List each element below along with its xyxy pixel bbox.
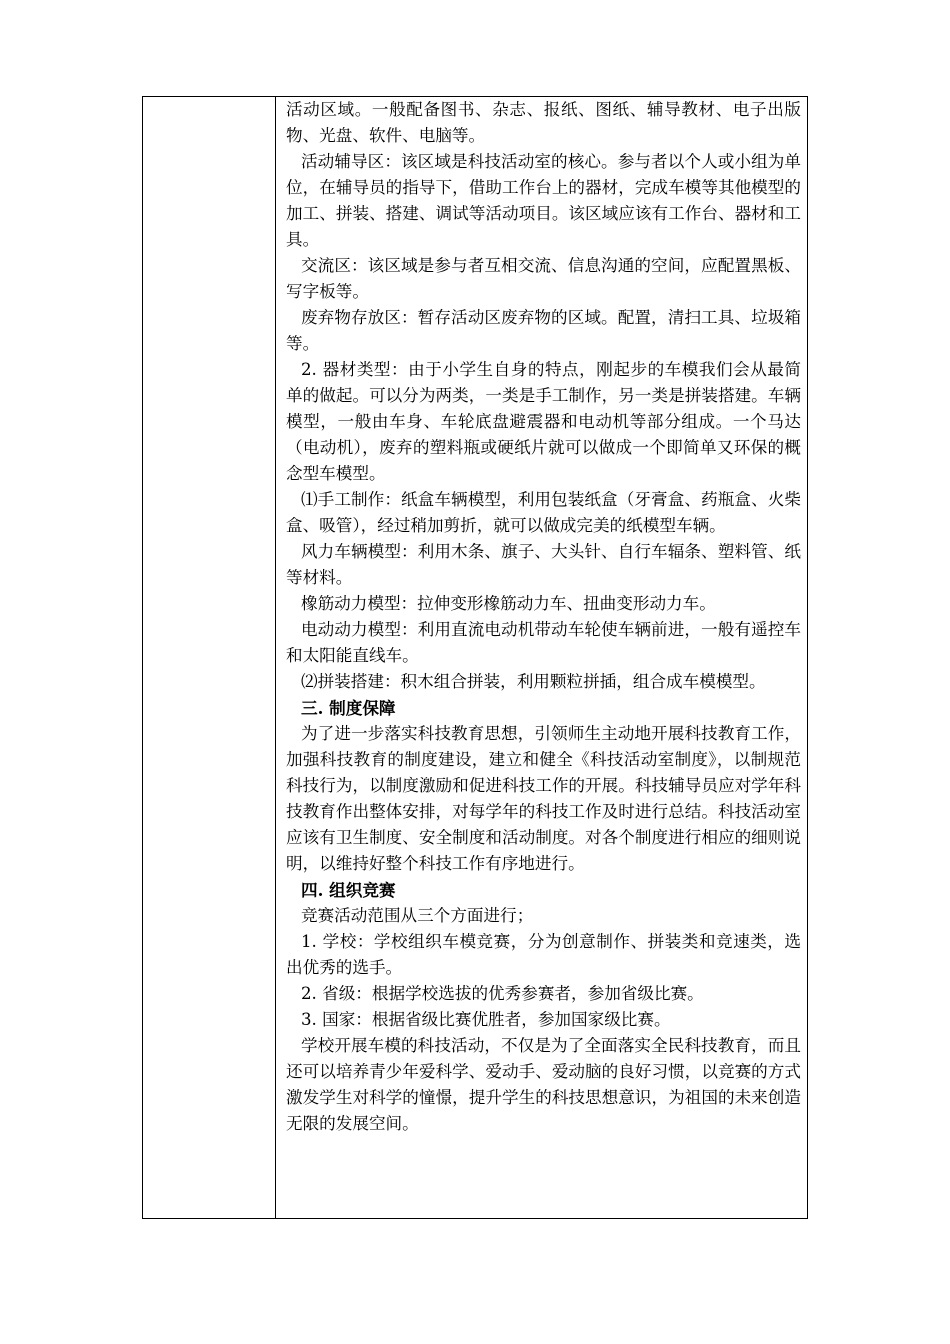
paragraph-school-level: 1. 学校：学校组织车模竞赛，分为创意制作、拼装类和竞速类，选出优秀的选手。	[286, 932, 801, 977]
table-right-cell	[276, 97, 807, 1218]
content-table	[142, 96, 808, 1219]
heading-competition: 四. 组织竞赛	[301, 880, 396, 900]
heading-system-guarantee: 三. 制度保障	[301, 698, 396, 718]
paragraph-equipment-types: 2. 器材类型：由于小学生自身的特点，刚起步的车模我们会从最简单的做起。可以分为两类，一类是手工制作，另一类是拼装搭建。车辆模型，一般由车身、车轮底盘避震器和电动机等部分组成。一个马达（电动机），废弃的塑料瓶或硬纸片就可以做成一个即简单又环保的概念型车模型。	[286, 360, 801, 483]
paragraph-handmade: ⑴手工制作：纸盒车辆模型，利用包装纸盒（牙膏盒、药瓶盒、火柴盒、吸管），经过稍加剪折，就可以做成完美的纸模型车辆。	[286, 490, 801, 535]
paragraph-electric-model: 电动动力模型：利用直流电动机带动车轮使车辆前进，一般有遥控车和太阳能直线车。	[286, 620, 801, 665]
paragraph-waste-area: 废弃物存放区：暂存活动区废弃物的区域。配置，清扫工具、垃圾箱等。	[286, 308, 801, 353]
paragraph-resource-area: 活动区域。一般配备图书、杂志、报纸、图纸、辅导教材、电子出版物、光盘、软件、电脑等。	[286, 100, 801, 145]
paragraph-province-level: 2. 省级：根据学校选拔的优秀参赛者，参加省级比赛。	[301, 984, 704, 1003]
paragraph-system-guarantee: 为了进一步落实科技教育思想，引领师生主动地开展科技教育工作，加强科技教育的制度建设，建立和健全《科技活动室制度》，以制规范科技行为，以制度激励和促进科技工作的开展。科技辅导员应对学年科技教育作出整体安排，对每学年的科技工作及时进行总结。科技活动室应该有卫生制度、安全制度和活动制度。对各个制度进行相应的细则说明，以维持好整个科技工作有序地进行。	[286, 724, 801, 873]
paragraph-conclusion: 学校开展车模的科技活动，不仅是为了全面落实全民科技教育，而且还可以培养青少年爱科学、爱动手、爱动脑的良好习惯，以竞赛的方式激发学生对科学的憧憬，提升学生的科技思想意识，为祖国的未来创造无限的发展空间。	[286, 1036, 801, 1133]
table-left-cell	[143, 97, 276, 1218]
paragraph-wind-vehicle: 风力车辆模型：利用木条、旗子、大头针、自行车辐条、塑料管、纸等材料。	[286, 542, 801, 587]
paragraph-assembly: ⑵拼装搭建：积木组合拼装，利用颗粒拼插，组合成车模模型。	[301, 672, 766, 691]
paragraph-exchange-area: 交流区：该区域是参与者互相交流、信息沟通的空间，应配置黑板、写字板等。	[286, 256, 801, 301]
paragraph-competition-scope: 竞赛活动范围从三个方面进行；	[301, 906, 534, 925]
paragraph-rubber-band-model: 橡筋动力模型：拉伸变形橡筋动力车、扭曲变形动力车。	[301, 594, 716, 613]
paragraph-national-level: 3. 国家：根据省级比赛优胜者，参加国家级比赛。	[301, 1010, 671, 1029]
paragraph-guidance-area: 活动辅导区：该区域是科技活动室的核心。参与者以个人或小组为单位，在辅导员的指导下，借助工作台上的器材，完成车模等其他模型的加工、拼装、搭建、调试等活动项目。该区域应该有工作台、器材和工具。	[286, 152, 801, 249]
